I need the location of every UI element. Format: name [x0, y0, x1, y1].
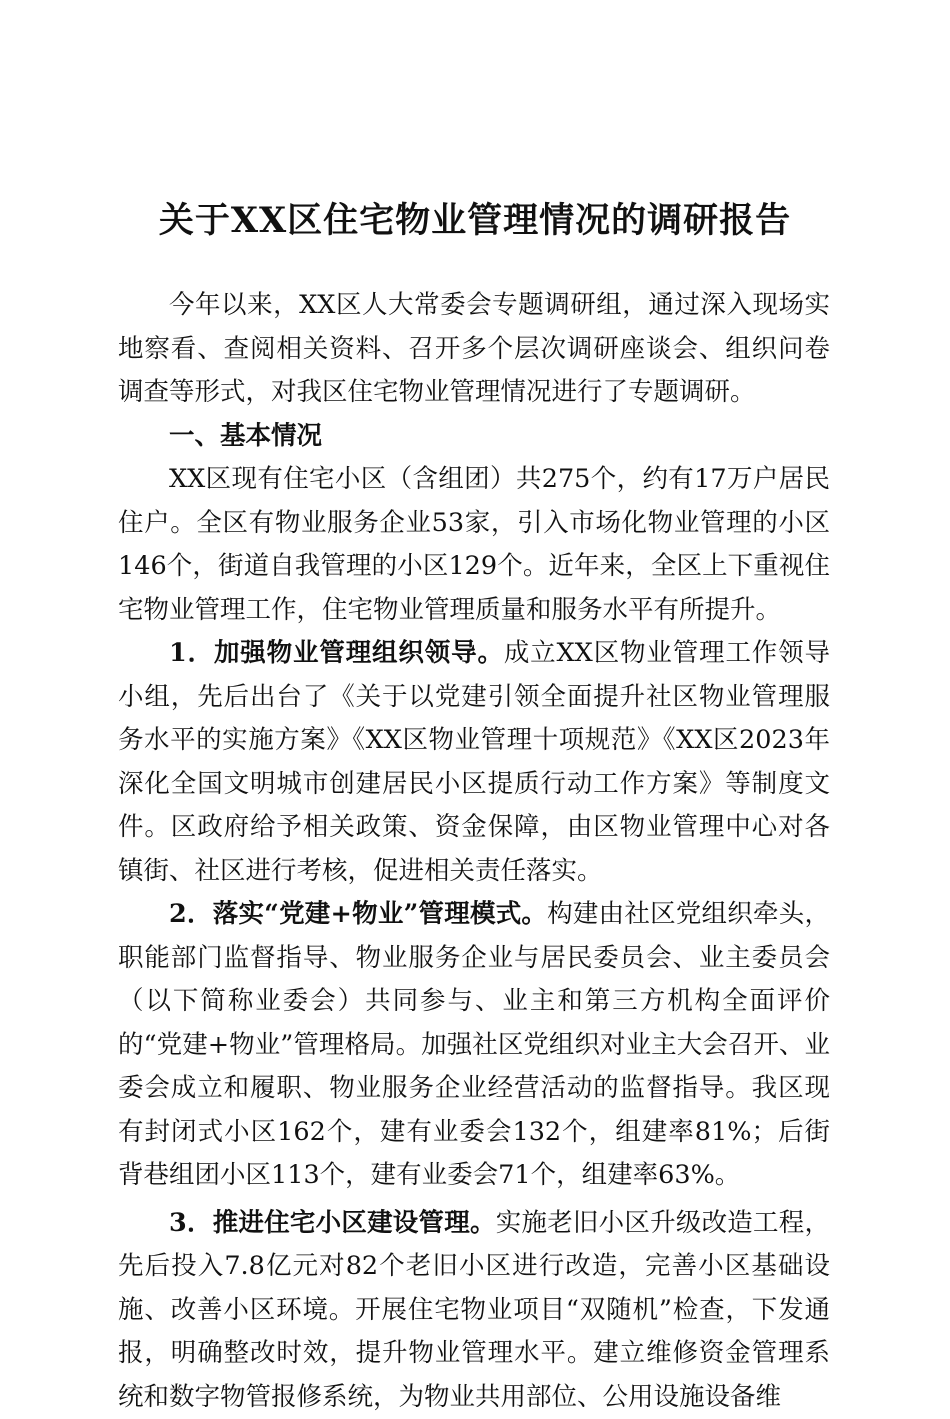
- item-3-text: 实施老旧小区升级改造工程，先后投入7.8亿元对82个老旧小区进行改造，完善小区基础设施、改善小区环境。开展住宅物业项目“双随机”检查，下发通报，明确整改时效，提升物业管理水平。建立维修资金管理系统和数字物管报修系统，为物业共用部位、公用设施设备维: [118, 1208, 830, 1412]
- section-heading-basic-situation: 一、基本情况: [118, 415, 830, 459]
- item-1-paragraph: [118, 632, 830, 893]
- item-2-paragraph: [118, 893, 830, 1198]
- item-1-lead: 1．加强物业管理组织领导。: [169, 638, 504, 668]
- item-3-paragraph: [118, 1202, 830, 1419]
- item-1-text: 成立XX区物业管理工作领导小组，先后出台了《关于以党建引领全面提升社区物业管理服务水平的实施方案》《XX区物业管理十项规范》《XX区2023年深化全国文明城市创建居民小区提质行动工作方案》等制度文件。区政府给予相关政策、资金保障，由区物业管理中心对各镇街、社区进行考核，促进相关责任落实。: [118, 638, 830, 886]
- document-title: 关于XX区住宅物业管理情况的调研报告: [0, 196, 950, 246]
- item-3-lead: 3．推进住宅小区建设管理。: [169, 1208, 496, 1238]
- item-2-lead: 2．落实“党建+物业”管理模式。: [169, 899, 547, 929]
- intro-paragraph: 今年以来，XX区人大常委会专题调研组，通过深入现场实地察看、查阅相关资料、召开多个层次调研座谈会、组织问卷调查等形式，对我区住宅物业管理情况进行了专题调研。: [118, 284, 830, 415]
- item-2-text: 构建由社区党组织牵头，职能部门监督指导、物业服务企业与居民委员会、业主委员会（以下简称业委会）共同参与、业主和第三方机构全面评价的“党建+物业”管理格局。加强社区党组织对业主大会召开、业委会成立和履职、物业服务企业经营活动的监督指导。我区现有封闭式小区162个，建有业委会132个，组建率81%；后街背巷组团小区113个，建有业委会71个，组建率63%。: [118, 899, 830, 1190]
- document-body: [118, 284, 830, 1419]
- basic-situation-paragraph: XX区现有住宅小区（含组团）共275个，约有17万户居民住户。全区有物业服务企业53家，引入市场化物业管理的小区146个，街道自我管理的小区129个。近年来，全区上下重视住宅物业管理工作，住宅物业管理质量和服务水平有所提升。: [118, 458, 830, 632]
